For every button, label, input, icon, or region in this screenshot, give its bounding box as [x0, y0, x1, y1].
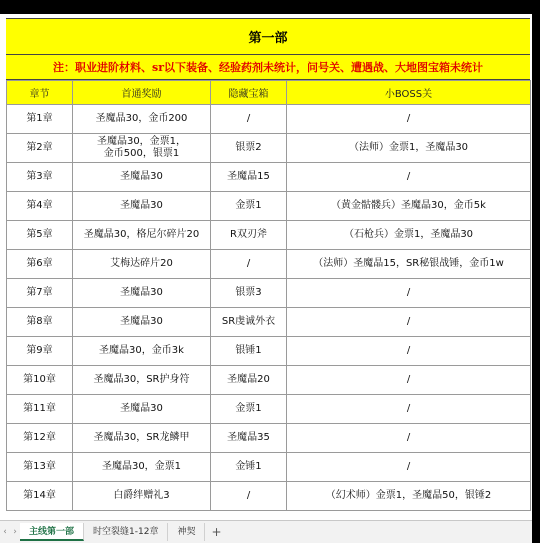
header-first-clear-reward[interactable]: 首通奖励	[73, 81, 211, 105]
table-row	[7, 308, 531, 337]
first-clear-reward-cell[interactable]: 白爵绊赠礼3	[73, 482, 211, 511]
chapter-cell[interactable]: 第9章	[7, 337, 73, 366]
spreadsheet	[0, 14, 532, 539]
first-clear-reward-cell[interactable]: 圣魔晶30，金票1， 金币500，银票1	[73, 134, 211, 163]
table-row	[7, 366, 531, 395]
table-row	[7, 221, 531, 250]
tab-time-rift[interactable]: 时空裂缝1-12章	[84, 523, 168, 541]
mini-boss-cell[interactable]: /	[287, 163, 531, 192]
hidden-chest-cell[interactable]: /	[211, 482, 287, 511]
add-sheet-button[interactable]: +	[211, 525, 222, 539]
sheet-title-cell[interactable]: 第一部	[6, 18, 530, 55]
hidden-chest-cell[interactable]: 圣魔晶20	[211, 366, 287, 395]
mini-boss-cell[interactable]: （幻术师）金票1，圣魔晶50，银锤2	[287, 482, 531, 511]
note-cell[interactable]: 注：职业进阶材料、sr以下装备、经验药剂未统计，问号关、遭遇战、大地图宝箱未统计	[6, 55, 530, 80]
chapter-cell[interactable]: 第10章	[7, 366, 73, 395]
first-clear-reward-cell[interactable]: 圣魔晶30	[73, 192, 211, 221]
mini-boss-cell[interactable]: （法师）金票1，圣魔晶30	[287, 134, 531, 163]
first-clear-reward-cell[interactable]: 艾梅达碎片20	[73, 250, 211, 279]
header-mini-boss[interactable]: 小BOSS关	[287, 81, 531, 105]
rewards-table	[6, 80, 531, 511]
chapter-cell[interactable]: 第2章	[7, 134, 73, 163]
sheet-tab-bar	[0, 520, 532, 543]
mini-boss-cell[interactable]: /	[287, 453, 531, 482]
hidden-chest-cell[interactable]: R双刃斧	[211, 221, 287, 250]
chapter-cell[interactable]: 第13章	[7, 453, 73, 482]
first-clear-reward-cell[interactable]: 圣魔晶30，金票1	[73, 453, 211, 482]
first-clear-reward-cell[interactable]: 圣魔晶30，金币3k	[73, 337, 211, 366]
first-clear-reward-cell[interactable]: 圣魔晶30	[73, 163, 211, 192]
chapter-cell[interactable]: 第4章	[7, 192, 73, 221]
table-body	[7, 105, 531, 511]
hidden-chest-cell[interactable]: 银票2	[211, 134, 287, 163]
hidden-chest-cell[interactable]: 银锤1	[211, 337, 287, 366]
first-clear-reward-cell[interactable]: 圣魔晶30	[73, 308, 211, 337]
mini-boss-cell[interactable]: /	[287, 395, 531, 424]
hidden-chest-cell[interactable]: 圣魔晶35	[211, 424, 287, 453]
hidden-chest-cell[interactable]: /	[211, 105, 287, 134]
table-row	[7, 250, 531, 279]
hidden-chest-cell[interactable]: 银票3	[211, 279, 287, 308]
chapter-cell[interactable]: 第12章	[7, 424, 73, 453]
table-row	[7, 424, 531, 453]
hidden-chest-cell[interactable]: 圣魔晶15	[211, 163, 287, 192]
first-clear-reward-cell[interactable]: 圣魔晶30，SR龙鳞甲	[73, 424, 211, 453]
mini-boss-cell[interactable]: /	[287, 366, 531, 395]
table-row	[7, 337, 531, 366]
hidden-chest-cell[interactable]: 金票1	[211, 395, 287, 424]
mini-boss-cell[interactable]: （黄金骷髅兵）圣魔晶30，金币5k	[287, 192, 531, 221]
chapter-cell[interactable]: 第7章	[7, 279, 73, 308]
first-clear-reward-cell[interactable]: 圣魔晶30，SR护身符	[73, 366, 211, 395]
first-clear-reward-cell[interactable]: 圣魔晶30，金币200	[73, 105, 211, 134]
first-clear-reward-cell[interactable]: 圣魔晶30	[73, 395, 211, 424]
table-row	[7, 453, 531, 482]
header-hidden-chest[interactable]: 隐藏宝箱	[211, 81, 287, 105]
mini-boss-cell[interactable]: /	[287, 279, 531, 308]
mini-boss-cell[interactable]: （石枪兵）金票1，圣魔晶30	[287, 221, 531, 250]
table-row	[7, 134, 531, 163]
hidden-chest-cell[interactable]: /	[211, 250, 287, 279]
mini-boss-cell[interactable]: /	[287, 424, 531, 453]
chapter-cell[interactable]: 第3章	[7, 163, 73, 192]
tab-main-part-one[interactable]: 主线第一部	[20, 523, 84, 541]
table-row	[7, 482, 531, 511]
tab-divine-pact[interactable]: 神契	[168, 523, 205, 541]
mini-boss-cell[interactable]: /	[287, 337, 531, 366]
chapter-cell[interactable]: 第1章	[7, 105, 73, 134]
mini-boss-cell[interactable]: /	[287, 105, 531, 134]
first-clear-reward-cell[interactable]: 圣魔晶30	[73, 279, 211, 308]
mini-boss-cell[interactable]: （法师）圣魔晶15，SR秘银战锤，金币1w	[287, 250, 531, 279]
table-row	[7, 192, 531, 221]
table-row	[7, 395, 531, 424]
tab-scroll-next-icon[interactable]: ›	[13, 527, 17, 537]
chapter-cell[interactable]: 第8章	[7, 308, 73, 337]
chapter-cell[interactable]: 第11章	[7, 395, 73, 424]
hidden-chest-cell[interactable]: 金票1	[211, 192, 287, 221]
hidden-chest-cell[interactable]: 金锤1	[211, 453, 287, 482]
table-row	[7, 163, 531, 192]
chapter-cell[interactable]: 第5章	[7, 221, 73, 250]
table-row	[7, 105, 531, 134]
chapter-cell[interactable]: 第6章	[7, 250, 73, 279]
tab-scroll-prev-icon[interactable]: ‹	[3, 527, 7, 537]
first-clear-reward-cell[interactable]: 圣魔晶30，格尼尔碎片20	[73, 221, 211, 250]
mini-boss-cell[interactable]: /	[287, 308, 531, 337]
hidden-chest-cell[interactable]: SR虔诚外衣	[211, 308, 287, 337]
table-header-row	[7, 81, 531, 105]
table-row	[7, 279, 531, 308]
chapter-cell[interactable]: 第14章	[7, 482, 73, 511]
header-chapter[interactable]: 章节	[7, 81, 73, 105]
